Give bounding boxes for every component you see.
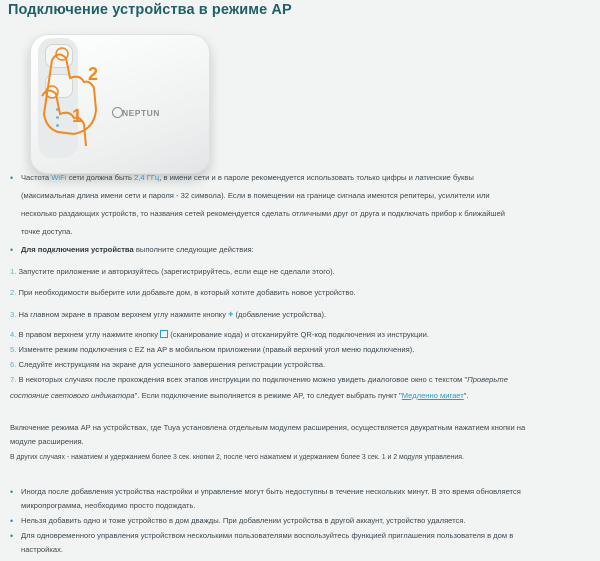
step-item-continued: [10, 390, 590, 403]
step-text: При необходимости выберите или добавьте дом, в который хотите добавить новое устройство.: [16, 288, 356, 297]
step-text: В правом верхнем углу нажмите кнопку: [16, 330, 161, 339]
ap-note-line3: В других случаях - нажатием и удержанием более 3 сек. кнопки 2, после чего нажатием и удержанием более 3 сек. 1 и 2 модуля управления.: [10, 454, 464, 461]
step-number: 7.: [10, 375, 17, 384]
step-two-marker: 2: [88, 64, 99, 84]
intro-line3: несколько раздающих устройств, то названия сетей рекомендуется сделать отличными друг от друга и подключать прибор к ближайшей: [21, 209, 505, 218]
step-number: 4.: [10, 330, 17, 339]
bullet-icon: •: [10, 531, 14, 541]
bullet-icon: •: [10, 245, 14, 255]
device-logo: NEPTUN: [122, 108, 160, 118]
intro-line2: (максимальная длина имени сети и пароля - 32 символа). Если в помещении на границе сигнала имеются репитеры, усилители или: [21, 191, 490, 200]
step-text: Измените режим подключения с EZ на AP в мобильном приложении (правый верхний угол меню подключения).: [16, 345, 415, 354]
bullet-icon: •: [10, 487, 14, 497]
step-item: [10, 266, 590, 279]
step-number: 2.: [10, 288, 17, 297]
step-text: (добавление устройства).: [233, 310, 327, 319]
ap-note-line1: Включение режима AP на устройствах, где Tuya установлена отдельным модулем расширения, осуществляется двукратным нажатием кнопки на: [10, 423, 526, 432]
step-text-italic: Проверьте: [467, 375, 508, 384]
step-one-marker: 1: [72, 106, 83, 126]
step-number: 1.: [10, 267, 17, 276]
plus-icon: +: [228, 309, 234, 319]
intro-text: Частота: [21, 173, 52, 182]
step-text: ".: [463, 391, 469, 400]
step-text: ". Если подключение выполняется в режиме AP, то следует выбрать пункт ": [134, 391, 402, 400]
ap-note-line2: модуле расширения.: [10, 437, 84, 446]
bullet-icon: •: [10, 173, 14, 183]
qr-scan-icon: [160, 330, 168, 338]
intro-text: , в имени сети и в пароле рекомендуется использовать только цифры и латинские буквы: [159, 173, 474, 182]
step-item: [10, 329, 590, 342]
step-text: На главном экране в правом верхнем углу нажмите кнопку: [16, 310, 229, 319]
connect-heading-rest: выполните следующие действия:: [133, 245, 254, 254]
step-text: Следуйте инструкциям на экране для успешного завершения регистрации устройства.: [16, 360, 326, 369]
step-number: 6.: [10, 360, 17, 369]
freq-link[interactable]: 2,4 ГГц: [134, 173, 160, 182]
step-number: 3.: [10, 310, 17, 319]
step-text: Запустите приложение и авторизуйтесь (зарегистрируйтесь, если еще не сделали этого).: [16, 267, 335, 276]
hand-press-icon: [22, 40, 112, 150]
page-title: Подключение устройства в режиме AP: [8, 2, 292, 18]
step-number: 5.: [10, 345, 17, 354]
intro-text: сети должна быть: [66, 173, 135, 182]
step-item: [10, 308, 590, 322]
intro-line1: [21, 172, 581, 185]
note-line: Нельзя добавить одно и тоже устройство в дом дважды. При добавлении устройства в другой аккаунт, устройство удаляется.: [21, 516, 466, 525]
connect-heading: [21, 244, 581, 257]
device-illustration: [22, 34, 212, 184]
step-item: [10, 344, 590, 357]
note-line: Иногда после добавления устройства настройки и управление могут быть недоступны в течение нескольких минут. В это время обновляется: [21, 487, 521, 496]
step-item: [10, 374, 590, 387]
wifi-link[interactable]: WiFi: [51, 173, 67, 182]
step-text: (сканирование кода) и отсканируйте QR-код подключения из инструкции.: [168, 330, 429, 339]
note-line: Для одновременного управления устройством несколькими пользователями воспользуйтесь функцией приглашения пользователя в дом в: [21, 531, 514, 540]
bullet-icon: •: [10, 516, 14, 526]
step-item: [10, 287, 590, 300]
note-line: микропрограмма, необходимо просто подождать.: [21, 501, 196, 510]
slow-blink-link[interactable]: Медленно мигает: [401, 391, 464, 400]
intro-line4: точке доступа.: [21, 227, 73, 236]
connect-heading-bold: Для подключения устройства: [21, 245, 134, 254]
step-item: [10, 359, 590, 372]
step-text: В некоторых случаях после прохождения всех этапов инструкции по подключению можно увидеть диалоговое окно с текстом ": [16, 375, 468, 384]
note-line: настройках.: [21, 545, 63, 554]
step-text-italic: состояние светового индикатора: [10, 391, 135, 400]
